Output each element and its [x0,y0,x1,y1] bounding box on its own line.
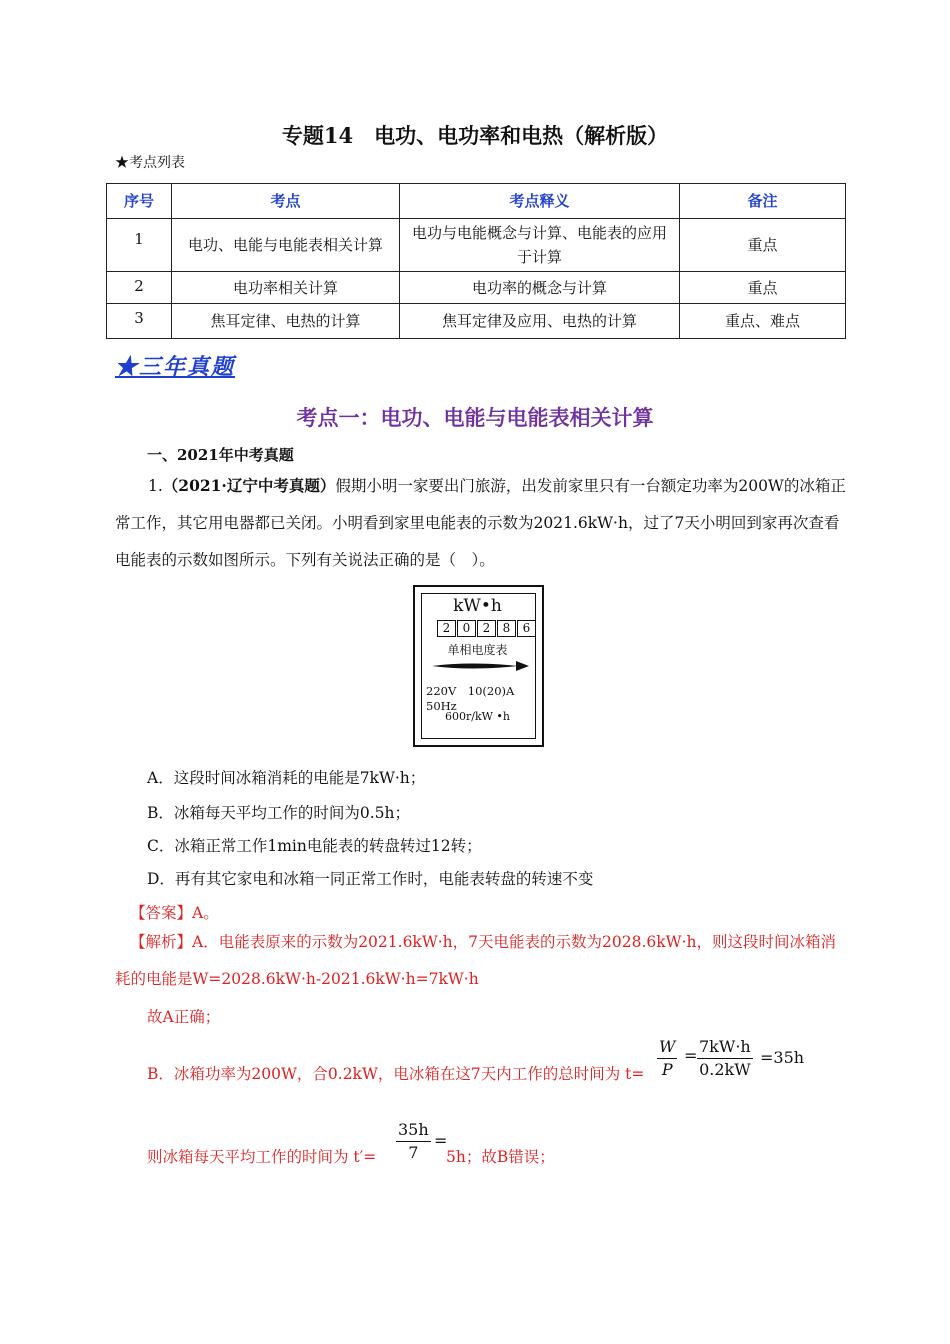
equals-sign: = [434,1131,448,1150]
section-title: 考点一：电功、电能与电能表相关计算 [296,405,654,430]
option-b: B．冰箱每天平均工作的时间为0.5h； [147,804,411,822]
table-row [107,272,846,304]
document-title: 专题14 电功、电功率和电热（解析版） [281,123,669,148]
meter-unit: kW•h [453,596,502,616]
fraction-denominator: P [661,1060,673,1079]
fraction-numerator: 7kW·h [697,1036,753,1059]
analysis-b2-tail: 5h；故B错误； [446,1148,555,1166]
table-cell: 电功率的概念与计算 [400,272,680,304]
formula-energy-over-power [697,1036,753,1081]
table-cell: 焦耳定律及应用、电热的计算 [400,304,680,339]
question-number: 1. [148,477,163,495]
analysis-a: 【解析】A．电能表原来的示数为2021.6kW·h，7天电能表的示数为2028.6kW·h，则这段时间冰箱消耗的电能是W=2028.6kW·h-2021.6kW·h=7kW·h [115,933,836,988]
header-cell: 考点 [172,184,400,219]
formula-w-over-p [657,1036,677,1081]
table-cell: 3 [107,304,172,339]
fraction-denominator: 0.2kW [699,1060,751,1079]
question-source: （2021·辽宁中考真题） [162,476,336,495]
table-cell: 焦耳定律、电热的计算 [172,304,400,339]
meter-revolutions: 600r/kW •h [444,710,510,723]
table-cell: 电功率相关计算 [172,272,400,304]
meter-spec: 220V 10(20)A 50Hz [426,684,526,713]
arrow-icon [430,659,530,673]
header-cell: 序号 [107,184,172,219]
meter-digit: 8 [497,620,516,637]
question-1 [115,467,850,579]
table-cell: 重点 [680,272,846,304]
meter-digit: 0 [457,620,476,637]
fraction-numerator: 35h [396,1119,431,1142]
formula-result: =35h [760,1048,805,1067]
table-cell: 重点、难点 [680,304,846,339]
meter-name: 单相电度表 [447,643,508,657]
option-d: D．再有其它家电和冰箱一同正常工作时，电能表转盘的转速不变 [147,870,594,888]
analysis-a-conclusion: 故A正确； [147,1008,221,1026]
section-banner: ★三年真题 [115,354,236,380]
subsection-title: 一、2021年中考真题 [147,446,294,464]
fraction-numerator: W [657,1036,677,1059]
topic-table [106,183,846,339]
fraction-denominator: 7 [408,1143,419,1162]
table-cell: 电功与电能概念与计算、电能表的应用于计算 [400,219,680,272]
question-text: 假期小明一家要出门旅游，出发前家里只有一台额定功率为200W的冰箱正常工作，其它用电器都已关闭。小明看到家里电能表的示数为2021.6kW·h，过了7天小明回到家再次查看电能表的示数如图所示。下列有关说法正确的是（ ）。 [115,477,846,569]
table-cell: 电功、电能与电能表相关计算 [172,219,400,272]
meter-digits [437,620,537,637]
header-cell: 考点释义 [400,184,680,219]
table-cell: 2 [107,272,172,304]
meter-digit-decimal: 6 [517,620,536,637]
header-cell: 备注 [680,184,846,219]
table-cell: 重点 [680,219,846,272]
list-label: ★考点列表 [115,155,185,171]
meter-digit: 2 [437,620,456,637]
formula-daily-time [396,1119,431,1164]
option-c: C．冰箱正常工作1min电能表的转盘转过12转； [147,837,482,855]
table-header-row [107,184,846,219]
table-row [107,219,846,272]
option-a: A．这段时间冰箱消耗的电能是7kW·h； [147,769,426,787]
analysis-b-text: B．冰箱功率为200W，合0.2kW，电冰箱在这7天内工作的总时间为 t= [147,1065,645,1083]
answer: 【答案】A。 [130,904,219,922]
meter-digit: 2 [477,620,496,637]
table-cell: 1 [107,219,172,272]
equals-sign: = [684,1046,698,1065]
analysis-b2-text: 则冰箱每天平均工作的时间为 t′= [147,1148,377,1166]
table-row [107,304,846,339]
